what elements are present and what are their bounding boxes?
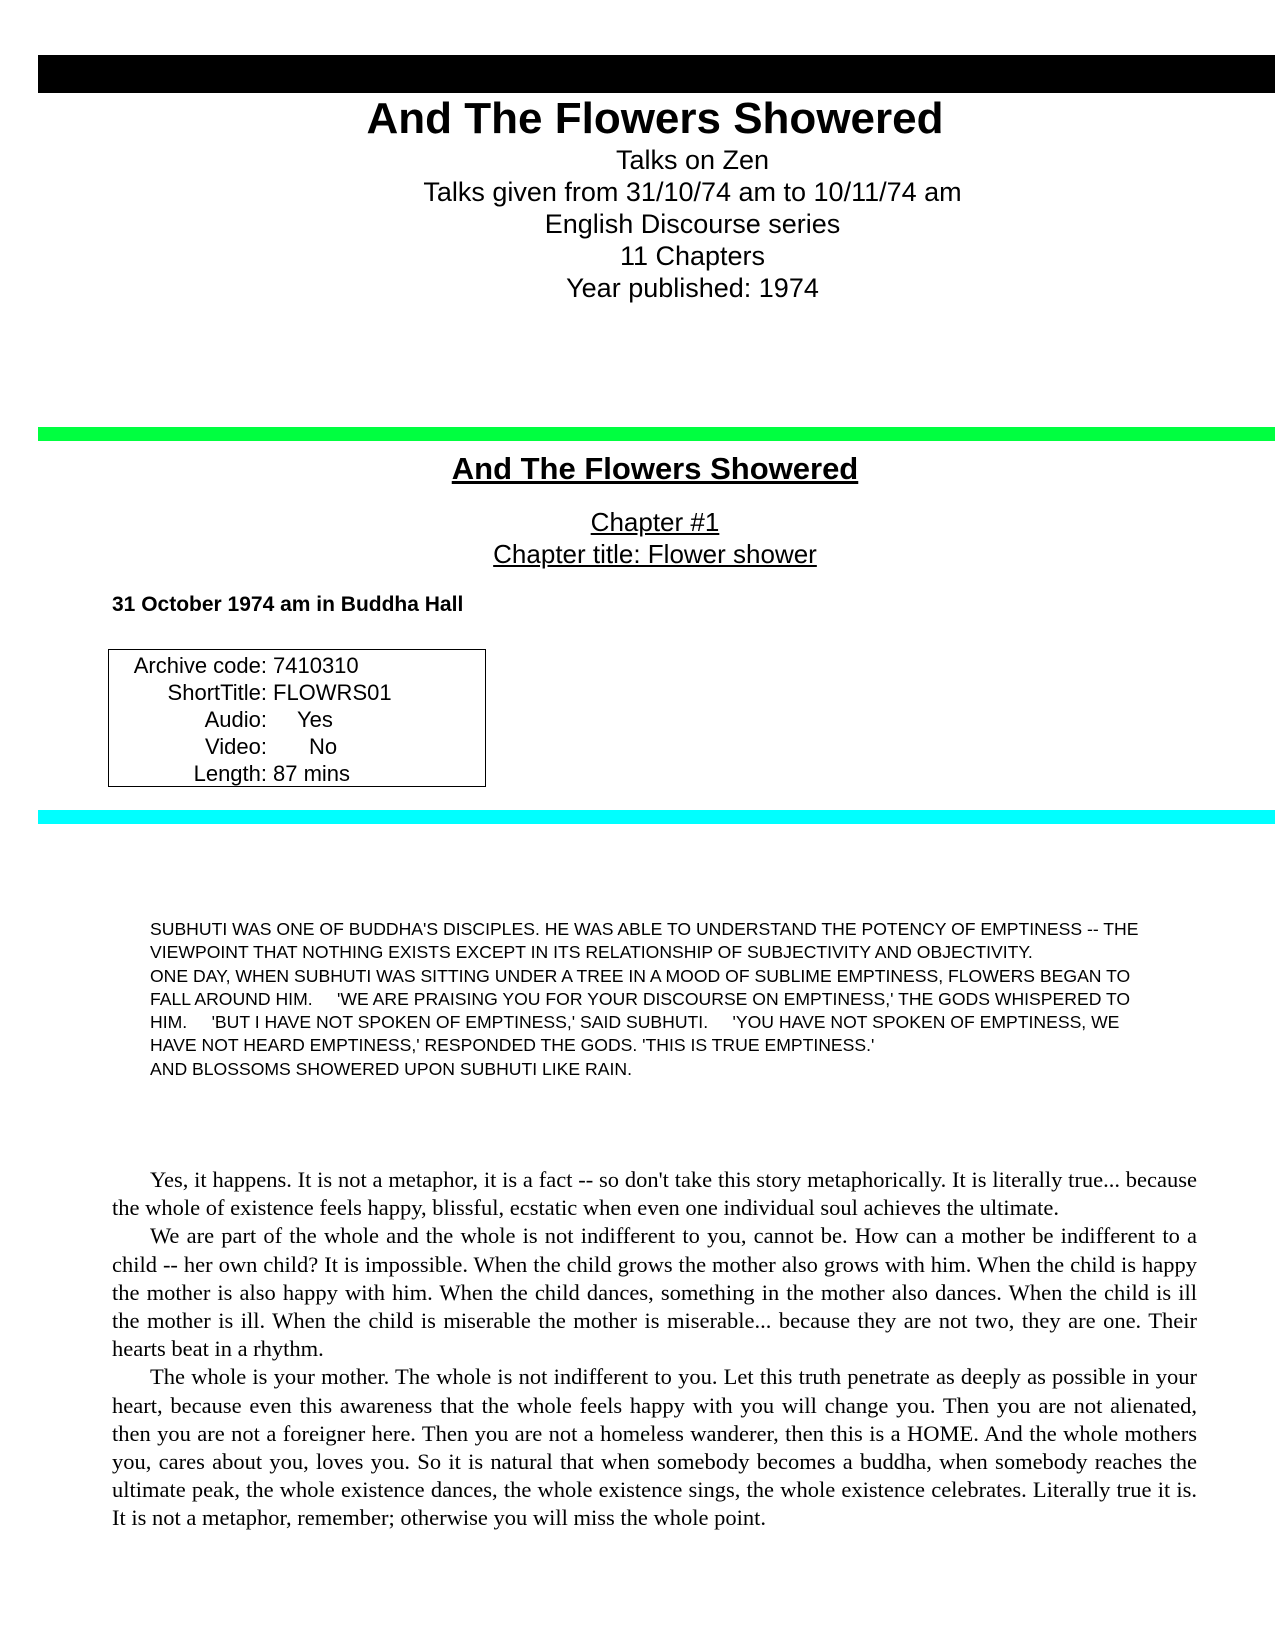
sutra-paragraph: AND BLOSSOMS SHOWERED UPON SUBHUTI LIKE RAIN. xyxy=(150,1058,632,1079)
audio-label: Audio: xyxy=(204,707,267,732)
video-label: Video: xyxy=(205,734,267,759)
cyan-divider xyxy=(38,810,1275,824)
discourse-paragraph: The whole is your mother. The whole is not indifferent to you. Let this truth penetrate as deeply as possible in your heart, because even this awareness that the whole feels happy with you will change you. Then you are not alienated, then you are not a foreigner here. Then you are not a homeless wanderer, then this is a HOME. And the whole mothers you, cares about you, loves you. So it is natural that when somebody becomes a buddha, when somebody reaches the ultimate peak, the whole existence dances, the whole existence sings, the whole existence celebrates. Literally true it is. It is not a metaphor, remember; otherwise you will miss the whole point. xyxy=(112,1364,1197,1531)
cover-dates: Talks given from 31/10/74 am to 10/11/74 am xyxy=(423,177,962,207)
length-row xyxy=(109,760,485,787)
cover-series: English Discourse series xyxy=(544,209,841,239)
book-title: And The Flowers Showered xyxy=(366,94,944,143)
archive-code-value: 7410310 xyxy=(273,653,359,678)
sutra-paragraph: SUBHUTI WAS ONE OF BUDDHA'S DISCIPLES. HE WAS ABLE TO UNDERSTAND THE POTENCY OF EMPTINESS -- THE VIEWPOINT THAT NOTHING EXISTS EXCEPT IN ITS RELATIONSHIP OF SUBJECTIVITY AND OBJECTIVITY. xyxy=(150,919,1144,963)
cover-chapter-count: 11 Chapters xyxy=(619,241,766,271)
audio-row xyxy=(109,706,485,733)
cover-subtitle: Talks on Zen xyxy=(615,145,770,175)
short-title-label: ShortTitle: xyxy=(167,680,267,705)
discourse-paragraph: Yes, it happens. It is not a metaphor, it is a fact -- so don't take this story metaphorically. It is literally true... because the whole of existence feels happy, blissful, ecstatic when even one individual soul achieves the ultimate. xyxy=(112,1167,1197,1221)
length-label: Length: xyxy=(193,761,267,786)
top-black-bar xyxy=(38,55,1275,93)
chapter-number: Chapter #1 xyxy=(590,507,720,537)
audio-value: Yes xyxy=(297,707,333,732)
sutra-text xyxy=(150,918,1160,1081)
sutra-paragraph: ONE DAY, WHEN SUBHUTI WAS SITTING UNDER A TREE IN A MOOD OF SUBLIME EMPTINESS, FLOWERS BEGAN TO FALL AROUND HIM. 'WE ARE PRAISING YOU FOR YOUR DISCOURSE ON EMPTINESS,' THE GODS WHISPERED TO HIM. 'BUT I HAVE NOT SPOKEN OF EMPTINESS,' SAID SUBHUTI. 'YOU HAVE NOT SPOKEN OF EMPTINESS, WE HAVE NOT HEARD EMPTINESS,' RESPONDED THE GODS. 'THIS IS TRUE EMPTINESS.' xyxy=(150,965,1136,1056)
video-value: No xyxy=(309,734,338,759)
event-date-location: 31 October 1974 am in Buddha Hall xyxy=(112,593,464,616)
cover-published: Year published: 1974 xyxy=(566,273,819,303)
green-divider xyxy=(38,427,1275,441)
discourse-body xyxy=(112,1166,1197,1533)
discourse-paragraph: We are part of the whole and the whole is not indifferent to you, cannot be. How can a mother be indifferent to a child -- her own child? It is impossible. When the child grows the mother also grows with him. When the child is happy the mother is also happy with him. When the child dances, something in the mother also dances. When the child is ill the mother is ill. When the child is miserable the mother is miserable... because they are not two, they are one. Their hearts beat in a rhythm. xyxy=(112,1223,1197,1362)
archive-code-row xyxy=(109,652,485,679)
cover-details xyxy=(0,144,1275,304)
video-row xyxy=(109,733,485,760)
chapter-title: Chapter title: Flower shower xyxy=(493,539,817,569)
length-value: 87 mins xyxy=(273,761,351,786)
short-title-value: FLOWRS01 xyxy=(273,680,392,705)
archive-info-box xyxy=(108,649,486,787)
archive-code-label: Archive code: xyxy=(133,653,267,678)
short-title-row xyxy=(109,679,485,706)
chapter-book-title: And The Flowers Showered xyxy=(451,451,859,486)
